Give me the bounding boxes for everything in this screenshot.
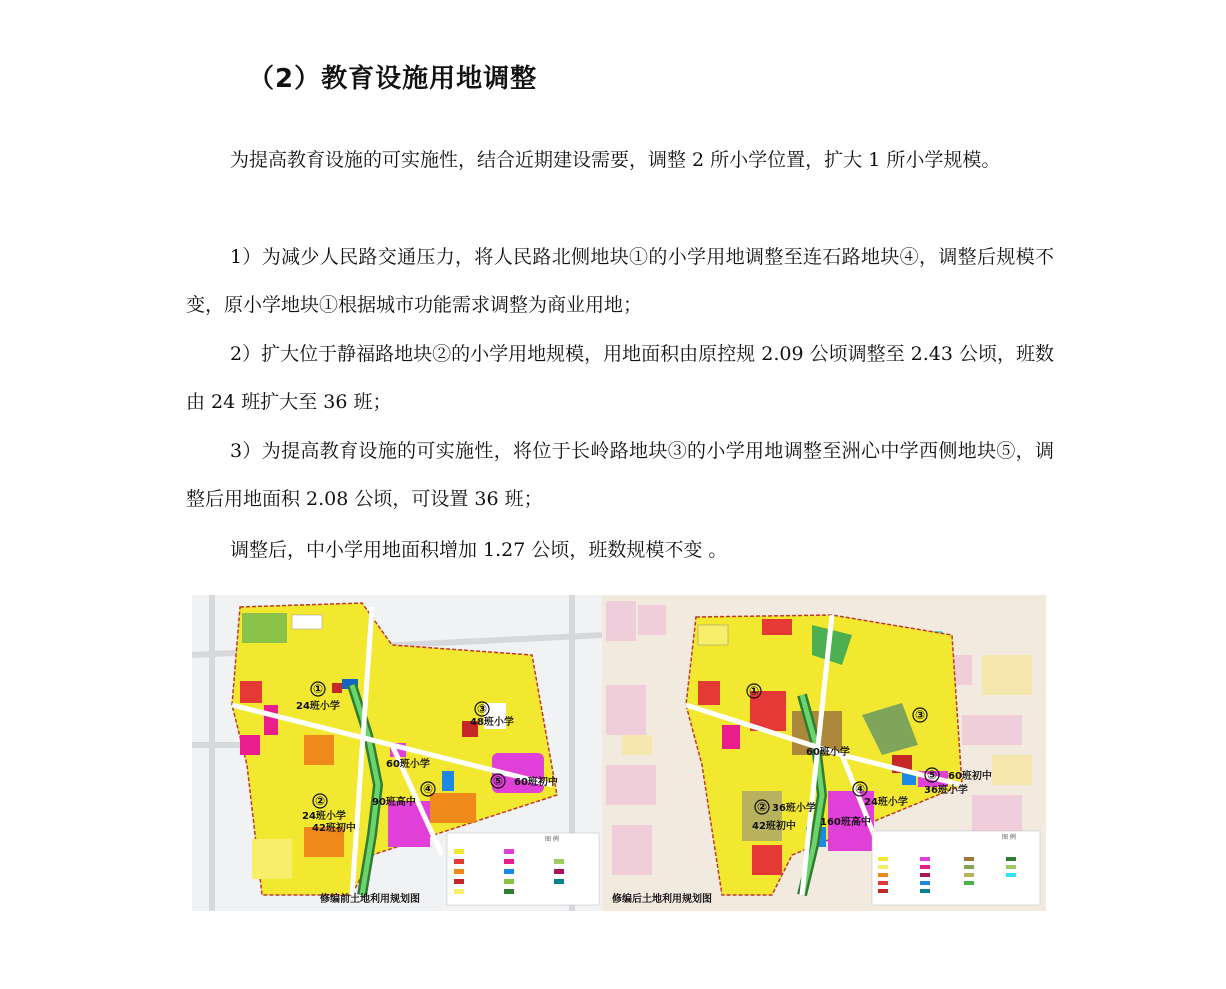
svg-text:①: ① [313, 682, 324, 696]
section-heading: （2）教育设施用地调整 [248, 64, 538, 94]
marker-after-1 [747, 684, 761, 698]
svg-text:①: ① [749, 684, 760, 698]
label-after-160-high: 160班高中 [820, 817, 871, 828]
svg-text:24班小学: 24班小学 [302, 811, 346, 822]
label-before-42-junior: 42班初中 [312, 823, 356, 834]
marker-after-5 [925, 768, 992, 782]
marker-before-5 [491, 774, 558, 788]
marker-before-4 [421, 782, 435, 796]
svg-text:24班小学: 24班小学 [296, 701, 340, 712]
svg-text:③: ③ [915, 708, 926, 722]
svg-text:⑤: ⑤ [493, 774, 504, 788]
svg-text:48班小学: 48班小学 [470, 717, 514, 728]
svg-text:②: ② [757, 800, 768, 814]
map-before [192, 595, 604, 911]
map-after-caption: 修编后土地利用规划图 [612, 894, 712, 905]
paragraph-item-3: 3）为提高教育设施的可实施性，将位于长岭路地块③的小学用地调整至洲心中学西侧地块⑤，调整后用地面积 2.08 公顷，可设置 36 班； [186, 440, 1054, 510]
label-before-90-high: 90班高中 [372, 797, 416, 808]
label-before-60-primary: 60班小学 [386, 759, 430, 770]
svg-text:24班小学: 24班小学 [864, 797, 908, 808]
map-before-legend-title: 图 例 [545, 836, 559, 843]
paragraph-intro: 为提高教育设施的可实施性，结合近期建设需要，调整 2 所小学位置，扩大 1 所小学规模。 [230, 149, 1001, 171]
map-figure [192, 595, 1046, 911]
map-after-graphic [602, 595, 1046, 911]
svg-text:②: ② [315, 794, 326, 808]
paragraph-item-1: 1）为减少人民路交通压力，将人民路北侧地块①的小学用地调整至连石路地块④，调整后规模不变，原小学地块①根据城市功能需求调整为商业用地； [186, 246, 1054, 316]
svg-text:60班初中: 60班初中 [948, 771, 992, 782]
paragraph-summary: 调整后，中小学用地面积增加 1.27 公顷，班数规模不变 。 [230, 539, 728, 561]
marker-after-2 [755, 800, 816, 814]
map-after [602, 595, 1046, 911]
map-before-graphic [192, 595, 604, 911]
map-after-legend-title: 图 例 [1002, 834, 1016, 841]
svg-text:④: ④ [423, 782, 434, 796]
svg-text:③: ③ [477, 702, 488, 716]
map-before-caption: 修编前土地利用规划图 [320, 894, 420, 905]
svg-text:⑤: ⑤ [927, 768, 938, 782]
label-after-42-junior: 42班初中 [752, 821, 796, 832]
marker-after-3 [913, 708, 927, 722]
label-after-36-primary: 36班小学 [924, 785, 968, 796]
svg-text:60班初中: 60班初中 [514, 777, 558, 788]
svg-text:36班小学: 36班小学 [772, 803, 816, 814]
label-after-60-primary: 60班小学 [806, 747, 850, 758]
paragraph-item-2: 2）扩大位于静福路地块②的小学用地规模，用地面积由原控规 2.09 公顷调整至 2.43 公顷，班数由 24 班扩大至 36 班； [186, 343, 1054, 413]
svg-text:④: ④ [855, 782, 866, 796]
